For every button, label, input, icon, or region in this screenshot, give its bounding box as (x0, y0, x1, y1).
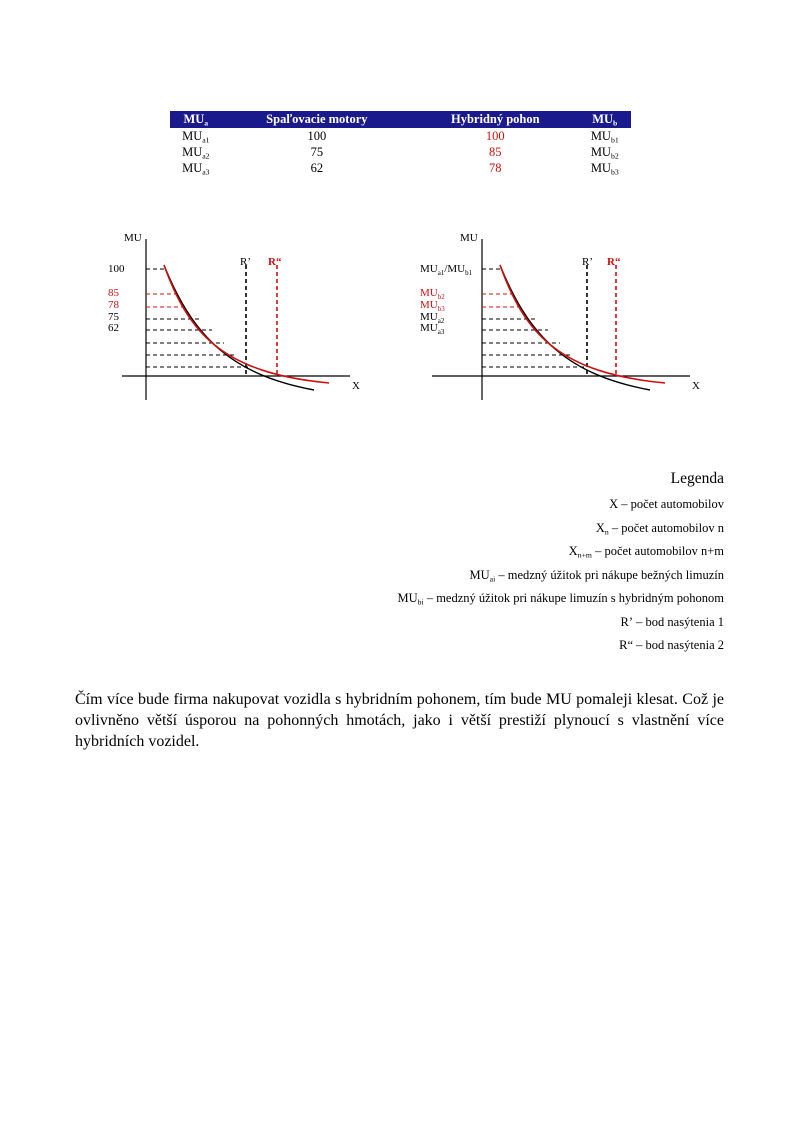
header-mu-a: $MU_a$ (170, 111, 222, 128)
x-axis-title: X (692, 380, 700, 392)
cell-mu-b: $MU_{b1}$ (590, 128, 619, 145)
level-label: 85 (108, 287, 119, 299)
header-hybrid: Hybridný pohon (412, 111, 578, 128)
cell-combustion: 62 (310, 160, 324, 175)
header-mu-b: $MU_b$ (579, 111, 631, 128)
level-label: 100 (108, 263, 125, 275)
cell-mu-a: $MU_{a3}$ (182, 160, 210, 177)
y-axis-title: MU (460, 232, 478, 244)
curve-hybrid (500, 265, 665, 383)
level-label: 78 (108, 299, 119, 311)
cell-hybrid: 78 (489, 160, 502, 175)
level-label: $MU_{a1}/MU_{b1}$ (420, 263, 473, 277)
cell-mu-a: $MU_{a2}$ (182, 144, 210, 161)
curve-combustion (164, 265, 314, 390)
cell-hybrid: 85 (489, 144, 502, 159)
body-paragraph: Čím více bude firma nakupovat vozidla s hybridním pohonem, tím bude MU pomaleji klesat. Což je ovlivněno větší úsporou na pohonných hmotách, jako i větší prestiží plynoucí s vlastnění více hybridních vozidel. (75, 691, 724, 750)
header-combustion: Spaľovacie motory (222, 111, 412, 128)
cell-combustion: 100 (307, 128, 327, 143)
comparison-table (170, 111, 631, 176)
chart-right (410, 225, 700, 395)
cell-mu-b: $MU_{b2}$ (590, 144, 619, 161)
level-label: 75 (108, 311, 119, 323)
r2-label: R“ (607, 256, 621, 268)
level-label: $MU_{b3}$ (420, 299, 445, 313)
table-row (170, 144, 631, 160)
legend-item: X – počet automobilov (609, 497, 724, 511)
curve-combustion (500, 265, 650, 390)
table-header-row (170, 111, 631, 128)
legend-item: R“ – bod nasýtenia 2 (619, 638, 724, 652)
cell-mu-a: $MU_{a1}$ (182, 128, 210, 145)
table-row (170, 160, 631, 176)
table-row (170, 128, 631, 144)
chart-left (100, 225, 370, 395)
y-axis-title: MU (124, 232, 142, 244)
legend-item: $X_{n+m}$ – počet automobilov n+m (568, 544, 724, 560)
cell-mu-b: $MU_{b3}$ (590, 160, 619, 177)
level-label: $MU_{a3}$ (420, 322, 445, 336)
cell-combustion: 75 (310, 144, 324, 159)
legend-item: $MU_{ai}$ – medzný úžitok pri nákupe bežných limuzín (469, 567, 724, 584)
legend-item: $MU_{bi}$ – medzný úžitok pri nákupe limuzín s hybridným pohonom (397, 591, 724, 607)
legend-item: $X_n$ – počet automobilov n (595, 520, 724, 537)
legend-item: R’ – bod nasýtenia 1 (620, 614, 724, 629)
level-label: $MU_{a2}$ (420, 311, 445, 325)
legend-title: Legenda (670, 470, 724, 487)
r1-label: R’ (582, 256, 593, 268)
legend (398, 470, 725, 661)
level-label: 62 (108, 322, 119, 334)
x-axis-title: X (352, 380, 360, 392)
level-label: $MU_{b2}$ (420, 287, 445, 301)
r2-label: R“ (268, 256, 282, 268)
cell-hybrid: 100 (485, 128, 505, 143)
r1-label: R’ (240, 256, 251, 268)
